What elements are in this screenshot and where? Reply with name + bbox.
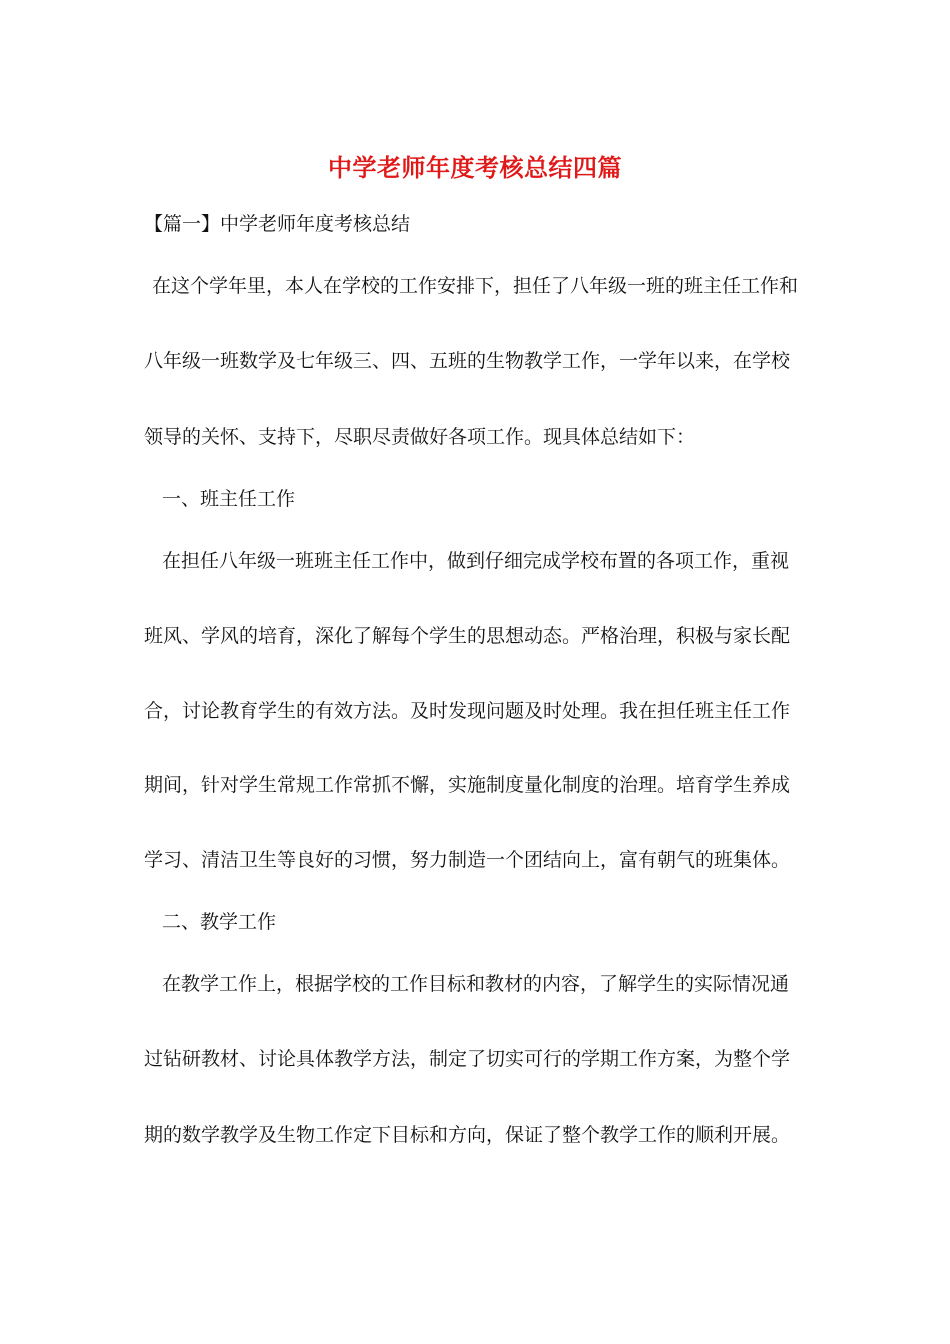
- paragraph-line: 在担任八年级一班班主任工作中，做到仔细完成学校布置的各项工作，重视: [162, 550, 790, 572]
- paragraph-line: 合，讨论教育学生的有效方法。及时发现问题及时处理。我在担任班主任工作: [144, 700, 791, 722]
- paragraph-line: 在这个学年里，本人在学校的工作安排下，担任了八年级一班的班主任工作和: [152, 275, 799, 297]
- paragraph-line: 在教学工作上，根据学校的工作目标和教材的内容，了解学生的实际情况通: [162, 973, 790, 995]
- section-heading: 【篇一】中学老师年度考核总结: [144, 213, 411, 235]
- document-title: 中学老师年度考核总结四篇: [328, 153, 622, 182]
- paragraph-line: 班风、学风的培育，深化了解每个学生的思想动态。严格治理，积极与家长配: [144, 625, 791, 647]
- paragraph-line: 期的数学教学及生物工作定下目标和方向，保证了整个教学工作的顺利开展。: [144, 1124, 791, 1146]
- paragraph-line: 八年级一班数学及七年级三、四、五班的生物教学工作，一学年以来，在学校: [144, 350, 791, 372]
- paragraph-line: 期间，针对学生常规工作常抓不懈，实施制度量化制度的治理。培育学生养成: [144, 774, 791, 796]
- paragraph-line: 过钻研教材、讨论具体教学方法，制定了切实可行的学期工作方案，为整个学: [144, 1048, 791, 1070]
- paragraph-line: 学习、清洁卫生等良好的习惯，努力制造一个团结向上，富有朝气的班集体。: [144, 849, 791, 871]
- subsection-heading: 二、教学工作: [162, 911, 277, 933]
- paragraph-line: 领导的关怀、支持下，尽职尽责做好各项工作。现具体总结如下：: [144, 426, 696, 448]
- subsection-heading: 一、班主任工作: [162, 488, 296, 510]
